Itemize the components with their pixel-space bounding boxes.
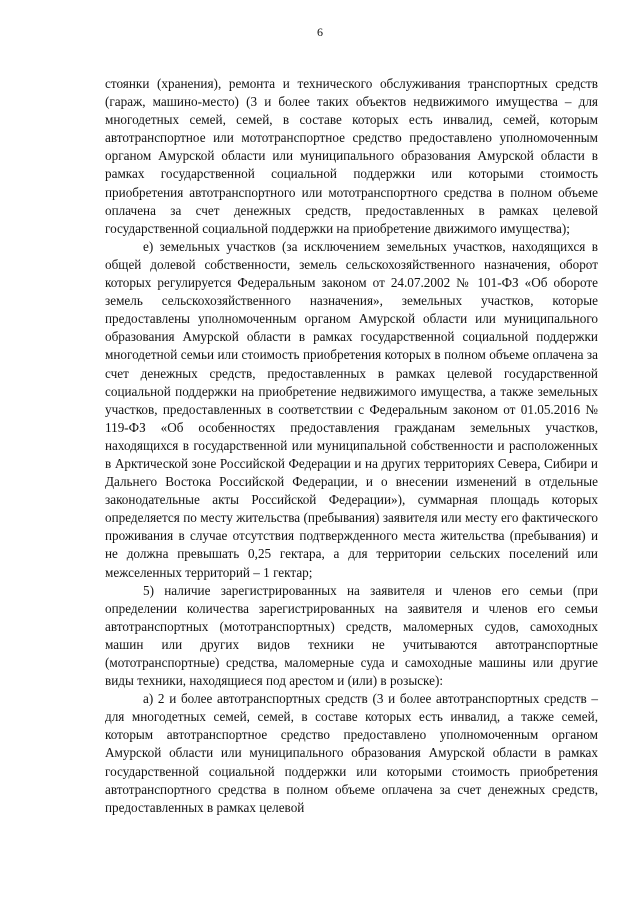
paragraph-two-or-more-vehicles: а) 2 и более автотранспортных средств (3 и более автотранспортных средств – для многодетных семей, семей, в составе которых есть инвалид, а также семей, которым автотранспортное средство предоставлено уполномоченным органом Амурской области или муниципального образования Амурской области в рамках государственной социальной поддержки или которыми стоимость приобретения автотранспортного средства в полном объеме оплачена за счет денежных средств, предоставленных в рамках целевой: [105, 691, 598, 815]
paragraph-registered-vehicles: 5) наличие зарегистрированных на заявителя и членов его семьи (при определении количества зарегистрированных на заявителя и членов его семьи автотранспортных (мототранспортных) средств, маломерных судов, самоходных машин или других видов техники не учитываются автотранспортные (мототранспортные) средства, маломерные суда и самоходные машины или другие виды техники, находящиеся под арестом и (или) в розыске):: [105, 582, 598, 689]
page-number: 6: [317, 25, 323, 39]
paragraph-parking-continuation: стоянки (хранения), ремонта и технического обслуживания транспортных средств (гараж, машино-место) (3 и более таких объектов недвижимого имущества – для многодетных семей, семей, в составе которых есть инвалид, семей, которым автотранспортное или мототранспортное средство предоставлено уполномоченным органом Амурской области или муниципального образования Амурской области в рамках государственной социальной поддержки или которыми стоимость приобретения автотранспортного или мототранспортного средства в полном объеме оплачена за счет денежных средств, предоставленных в рамках целевой государственной социальной поддержки на приобретение движимого имущества);: [105, 76, 598, 236]
document-body: [105, 75, 598, 817]
paragraph-land-plots: е) земельных участков (за исключением земельных участков, находящихся в общей долевой собственности, земель сельскохозяйственного назначения, оборот которых регулируется Федеральным законом от 24.07.2002 № 101-ФЗ «Об обороте земель сельскохозяйственного назначения», земельных участков, которые предоставлены уполномоченным органом Амурской области или муниципального образования Амурской области в рамках государственной социальной поддержки многодетной семьи или стоимость приобретения которых в полном объеме оплачена за счет денежных средств, предоставленных в рамках целевой государственной социальной поддержки на приобретение недвижимого имущества, а также земельных участков, предоставленных в соответствии с Федеральным законом от 01.05.2016 № 119-ФЗ «Об особенностях предоставления гражданам земельных участков, находящихся в государственной или муниципальной собственности и расположенных в Арктической зоне Российской Федерации и на других территориях Севера, Сибири и Дальнего Востока Российской Федерации, и о внесении изменений в отдельные законодательные акты Российской Федерации»), суммарная площадь которых определяется по месту жительства (пребывания) заявителя или месту его фактического проживания в случае отсутствия подтвержденного места жительства (пребывания) и не должна превышать 0,25 гектара, а для территории сельских поселений или межселенных территорий – 1 гектар;: [105, 238, 598, 580]
